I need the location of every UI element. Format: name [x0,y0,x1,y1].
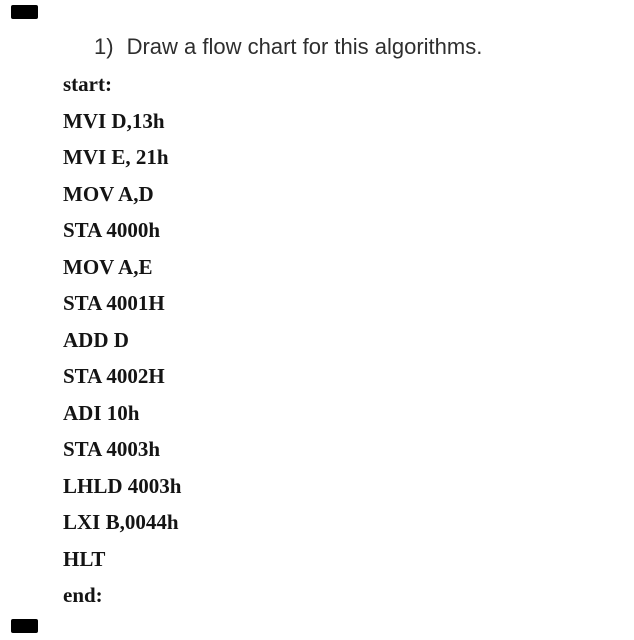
code-line: STA 4000h [63,218,161,242]
code-line: LHLD 4003h [63,473,182,498]
code-line: LXI B,0044h [63,510,179,534]
code-line: MOV A,D [63,181,154,206]
code-line: end: [63,583,103,607]
code-line: MVI D,13h [63,108,165,133]
code-line: start: [63,72,112,96]
code-line: MOV A,E [63,254,153,279]
code-line: ADD D [63,327,129,352]
code-line: HLT [63,546,106,571]
question-text: Draw a flow chart for this algorithms. [126,34,483,59]
question-number: 1) [94,34,114,59]
code-line: STA 4002H [63,364,165,388]
code-line: ADI 10h [63,400,140,425]
question-title [94,34,482,60]
redaction-mark-bottom-left [11,619,38,633]
code-line: STA 4001H [63,291,165,315]
redaction-mark-top-left [11,5,38,19]
code-line: MVI E, 21h [63,145,169,169]
code-line: STA 4003h [63,437,161,461]
assembly-code-listing [63,66,181,614]
